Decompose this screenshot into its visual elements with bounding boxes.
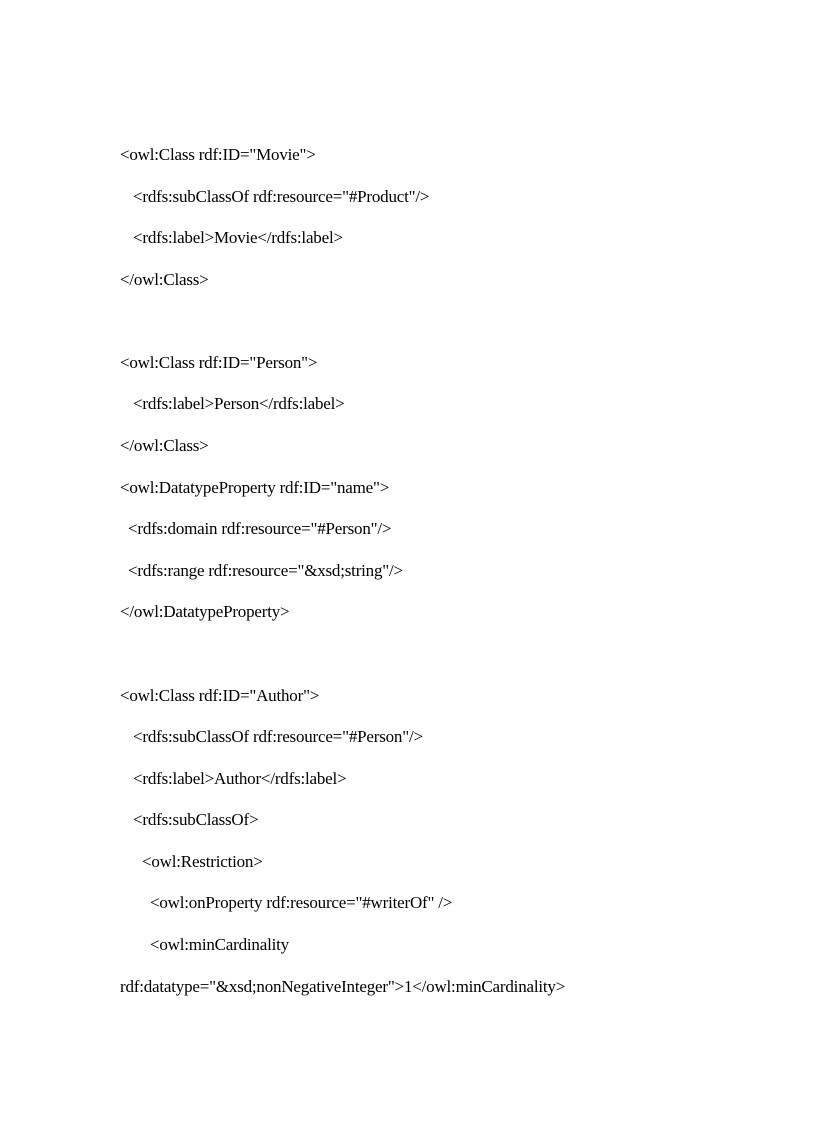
code-line: <owl:Class rdf:ID="Author"> — [120, 686, 320, 705]
code-line: <rdfs:label>Movie</rdfs:label> — [133, 228, 343, 247]
code-line: <owl:Class rdf:ID="Movie"> — [120, 145, 316, 164]
code-line: <owl:Restriction> — [142, 852, 263, 871]
code-line: <rdfs:label>Person</rdfs:label> — [133, 394, 345, 413]
code-line: <rdfs:label>Author</rdfs:label> — [133, 769, 347, 788]
code-line: <rdfs:domain rdf:resource="#Person"/> — [128, 519, 392, 538]
code-line: <owl:minCardinality — [150, 935, 289, 954]
code-line: </owl:Class> — [120, 270, 209, 289]
code-line: <owl:Class rdf:ID="Person"> — [120, 353, 318, 372]
code-line: <rdfs:subClassOf> — [133, 810, 259, 829]
code-line: rdf:datatype="&xsd;nonNegativeInteger">1</owl:minCardinality> — [120, 977, 566, 996]
code-line: <owl:onProperty rdf:resource="#writerOf" /> — [150, 893, 453, 912]
code-line: <rdfs:subClassOf rdf:resource="#Product"/> — [133, 187, 430, 206]
code-line: <rdfs:subClassOf rdf:resource="#Person"/> — [133, 727, 423, 746]
code-line: </owl:Class> — [120, 436, 209, 455]
code-line: <rdfs:range rdf:resource="&xsd;string"/> — [128, 561, 403, 580]
code-line: <owl:DatatypeProperty rdf:ID="name"> — [120, 478, 390, 497]
code-line: </owl:DatatypeProperty> — [120, 602, 290, 621]
